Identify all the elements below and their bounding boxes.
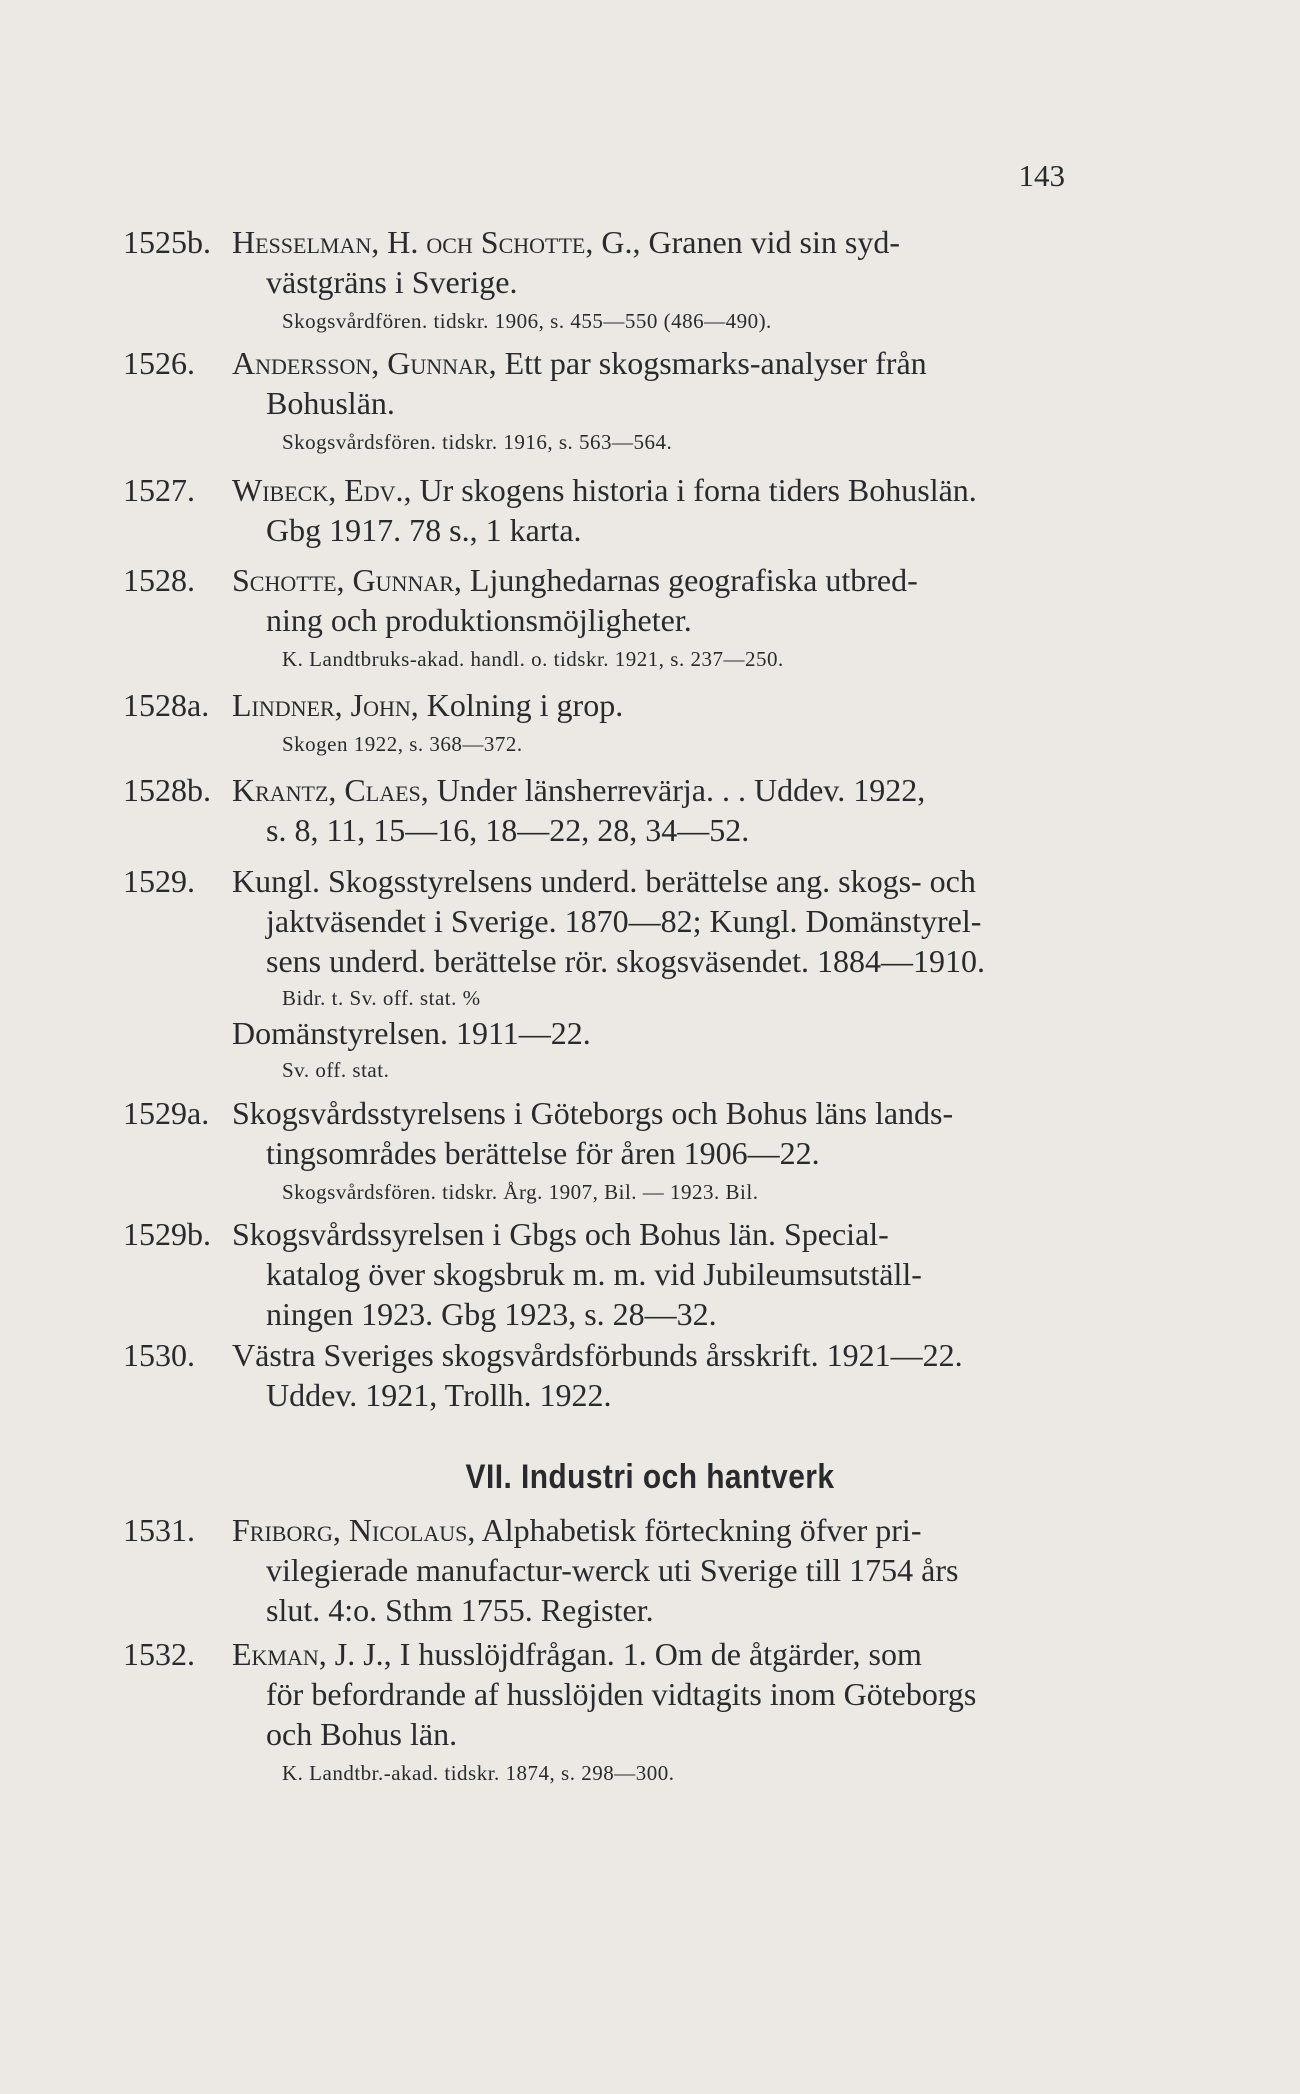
entry-line: jaktväsendet i Sverige. 1870—82; Kungl. Domänstyrel- — [266, 903, 982, 939]
entry-title: Alphabetisk förteckning öfver pri- — [481, 1512, 922, 1548]
entry-author: Schotte, Gunnar, — [232, 562, 462, 598]
entry-source: Skogen 1922, s. 368—372. — [282, 732, 523, 756]
entry-author: Krantz, Claes, — [232, 772, 429, 808]
entry-number: 1527. — [123, 472, 195, 508]
entry-title: Ur skogens historia i forna tiders Bohuslän. — [419, 472, 977, 508]
entry-number: 1528b. — [123, 772, 211, 808]
entry-line: ning och produktionsmöjligheter. — [266, 602, 692, 638]
entry-author: Lindner, John, — [232, 687, 419, 723]
entry-number: 1529b. — [123, 1216, 211, 1252]
entry-title: Granen vid sin syd- — [648, 224, 900, 260]
entry-number: 1526. — [123, 345, 195, 381]
entry-line: tingsområdes berättelse för åren 1906—22. — [266, 1135, 820, 1171]
entry-author: Andersson, Gunnar, — [232, 345, 497, 381]
entry-number: 1532. — [123, 1636, 195, 1672]
entry-line: Skogsvårdssyrelsen i Gbgs och Bohus län. Special- — [232, 1216, 889, 1252]
entry-line: västgräns i Sverige. — [266, 264, 518, 300]
entry-author: Friborg, Nicolaus, — [232, 1512, 476, 1548]
entry-line: Kungl. Skogsstyrelsens underd. berättelse ang. skogs- och — [232, 863, 976, 899]
entry-line: Gbg 1917. 78 s., 1 karta. — [266, 512, 582, 548]
entry-source: Sv. off. stat. — [282, 1058, 390, 1082]
entry-number: 1525b. — [123, 224, 211, 260]
entry-number: 1528a. — [123, 687, 210, 723]
entry-line: Västra Sveriges skogsvårdsförbunds årsskrift. 1921—22. — [232, 1337, 963, 1373]
entry-source: Skogsvårdsfören. tidskr. Årg. 1907, Bil. — 1923. Bil. — [282, 1180, 759, 1204]
page-number: 143 — [1018, 158, 1065, 193]
entry-number: 1529. — [123, 863, 195, 899]
entry-number: 1528. — [123, 562, 195, 598]
entry-line: slut. 4:o. Sthm 1755. Register. — [266, 1592, 654, 1628]
entry-title: Ett par skogsmarks-analyser från — [504, 345, 927, 381]
entry-line — [232, 1510, 921, 1550]
entry-source: K. Landtbr.-akad. tidskr. 1874, s. 298—300. — [282, 1761, 675, 1785]
entry-source: Skogsvårdfören. tidskr. 1906, s. 455—550 (486—490). — [282, 309, 772, 333]
entry-source: Skogsvårdsfören. tidskr. 1916, s. 563—564. — [282, 430, 673, 454]
entry-line: Skogsvårdsstyrelsens i Göteborgs och Bohus läns lands- — [232, 1095, 954, 1131]
entry-line — [232, 770, 925, 810]
entry-number: 1531. — [123, 1512, 195, 1548]
entry-line: s. 8, 11, 15—16, 18—22, 28, 34—52. — [266, 812, 750, 848]
entry-title: I husslöjdfrågan. 1. Om de åtgärder, som — [399, 1636, 922, 1672]
entry-title: Kolning i grop. — [426, 687, 624, 723]
entry-line: sens underd. berättelse rör. skogsväsendet. 1884—1910. — [266, 943, 985, 979]
entry-author: Hesselman, H. och Schotte, G., — [232, 224, 641, 260]
entry-line: för befordrande af husslöjden vidtagits inom Göteborgs — [266, 1676, 977, 1712]
entry-author: Wibeck, Edv., — [232, 472, 412, 508]
entry-line — [232, 1634, 922, 1674]
entry-number: 1530. — [123, 1337, 195, 1373]
entry-line: Bohuslän. — [266, 385, 395, 421]
entry-line — [232, 470, 977, 510]
entry-source: K. Landtbruks-akad. handl. o. tidskr. 1921, s. 237—250. — [282, 647, 784, 671]
entry-line — [232, 685, 623, 725]
entry-line: och Bohus län. — [266, 1716, 458, 1752]
entry-line: katalog över skogsbruk m. m. vid Jubileumsutställ- — [266, 1256, 922, 1292]
entry-title: Ljunghedarnas geografiska utbred- — [469, 562, 918, 598]
entry-line — [232, 222, 900, 262]
entry-number: 1529a. — [123, 1095, 210, 1131]
entry-line: vilegierade manufactur-werck uti Sverige till 1754 års — [266, 1552, 959, 1588]
entry-line: ningen 1923. Gbg 1923, s. 28—32. — [266, 1296, 717, 1332]
entry-line — [232, 560, 918, 600]
entry-source: Bidr. t. Sv. off. stat. % — [282, 986, 481, 1010]
entry-title: Under länsherrevärja. . . Uddev. 1922, — [436, 772, 926, 808]
entry-author: Ekman, J. J., — [232, 1636, 392, 1672]
section-heading: VII. Industri och hantverk — [465, 1458, 835, 1496]
entry-line: Domänstyrelsen. 1911—22. — [232, 1015, 591, 1051]
entry-line: Uddev. 1921, Trollh. 1922. — [266, 1377, 612, 1413]
entry-line — [232, 343, 927, 383]
